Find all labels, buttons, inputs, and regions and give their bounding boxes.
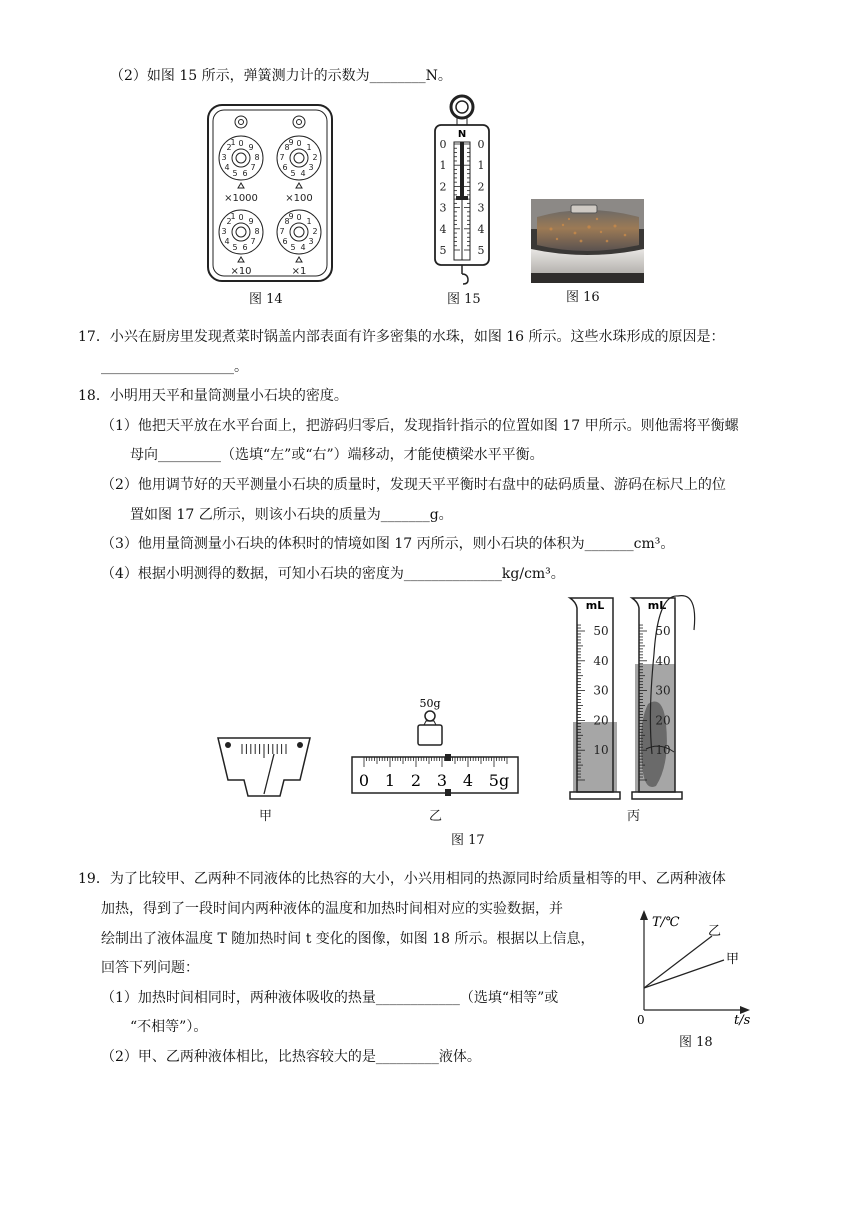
q18-part3: （3）他用量筒测量小石块的体积时的情境如图 17 丙所示，则小石块的体积为_______cm³。 xyxy=(101,536,675,552)
fig15-spring-scale xyxy=(431,94,493,284)
svg-text:0: 0 xyxy=(238,213,244,222)
svg-text:6: 6 xyxy=(282,163,288,172)
q18-part2b: 置如图 17 乙所示，则该小石块的质量为_______g。 xyxy=(130,507,453,523)
cyl-tick-label: 10 xyxy=(655,743,671,758)
scale-label: 4 xyxy=(477,222,485,236)
cyl-tick-label: 50 xyxy=(593,624,609,638)
svg-text:8: 8 xyxy=(254,227,260,236)
scale-label: 2 xyxy=(439,180,447,194)
line-jia-label: 甲 xyxy=(726,952,740,967)
fig18-graph xyxy=(628,908,756,1030)
dial-label: ×1000 xyxy=(224,193,258,204)
q19-part1b: “不相等”）。 xyxy=(130,1019,208,1035)
scale-label: 1 xyxy=(439,159,447,173)
svg-text:8: 8 xyxy=(284,143,290,152)
cyl-tick-label: 10 xyxy=(593,743,609,758)
svg-text:7: 7 xyxy=(279,227,285,236)
svg-text:5: 5 xyxy=(290,169,296,178)
scale-label: 3 xyxy=(477,201,485,215)
weight-label: 50g xyxy=(419,697,441,710)
svg-text:8: 8 xyxy=(254,153,260,162)
fig17-yi-label: 乙 xyxy=(429,809,443,824)
q18-part2a: （2）他用调节好的天平测量小石块的质量时，发现天平平衡时右盘中的砝码质量、游码在标尺上的位 xyxy=(101,477,726,493)
q18-part1b: 母向_________（选填“左”或“右”）端移动，才能使横梁水平平衡。 xyxy=(130,447,544,463)
svg-text:0: 0 xyxy=(296,213,302,222)
svg-text:5: 5 xyxy=(232,169,238,178)
svg-text:8: 8 xyxy=(284,217,290,226)
svg-text:0: 0 xyxy=(296,139,302,148)
svg-text:2: 2 xyxy=(226,143,232,152)
rider-scale-label: 5g xyxy=(488,771,510,790)
svg-text:3: 3 xyxy=(308,237,314,246)
scale-label: 5 xyxy=(439,244,447,257)
fig17-yi-rider xyxy=(350,695,522,801)
fig17-jia-pointer xyxy=(214,730,314,800)
svg-text:4: 4 xyxy=(300,169,306,178)
q18-part1a: （1）他把天平放在水平台面上，把游码归零后，发现指针指示的位置如图 17 甲所示。则他需将平衡螺 xyxy=(101,418,739,434)
scale-label: 5 xyxy=(477,244,485,257)
fig14-caption: 图 14 xyxy=(249,292,283,307)
cyl-tick-label: 30 xyxy=(655,683,671,698)
rider-scale-label: 4 xyxy=(462,771,474,790)
fig17-caption: 图 17 xyxy=(451,833,485,848)
rider-scale-label: 2 xyxy=(410,771,422,790)
cyl-unit: mL xyxy=(585,599,605,612)
fig16-caption: 图 16 xyxy=(566,290,600,305)
q19-line1: 19．为了比较甲、乙两种不同液体的比热容的大小，小兴用相同的热源同时给质量相等的甲、乙两种液体 xyxy=(78,871,726,887)
rider-scale-label: 3 xyxy=(436,771,448,790)
graph-origin: 0 xyxy=(637,1013,645,1027)
svg-text:7: 7 xyxy=(250,163,256,172)
cyl-tick-label: 50 xyxy=(655,624,671,638)
svg-text:3: 3 xyxy=(221,227,227,236)
svg-text:1: 1 xyxy=(230,138,236,147)
svg-text:7: 7 xyxy=(279,153,285,162)
svg-text:7: 7 xyxy=(250,237,256,246)
svg-text:3: 3 xyxy=(221,153,227,162)
fig18-caption: 图 18 xyxy=(679,1035,713,1050)
cyl-tick-label: 40 xyxy=(655,653,671,668)
scale-label: 2 xyxy=(477,180,485,194)
scale-label: 4 xyxy=(439,222,447,236)
graph-ylabel: T/℃ xyxy=(652,915,680,930)
svg-text:2: 2 xyxy=(312,153,318,162)
rider-scale-label: 0 xyxy=(358,771,370,790)
q18-stem: 18．小明用天平和量筒测量小石块的密度。 xyxy=(78,388,348,404)
scale-label: 0 xyxy=(439,138,447,151)
svg-text:9: 9 xyxy=(248,143,254,152)
svg-text:4: 4 xyxy=(224,163,230,172)
fig17-bing-label: 丙 xyxy=(627,809,641,824)
dial-label: ×10 xyxy=(230,266,252,277)
q19-line4: 回答下列问题： xyxy=(101,960,199,976)
q19-part1a: （1）加热时间相同时，两种液体吸收的热量____________（选填“相等”或 xyxy=(101,990,559,1006)
cyl-tick-label: 40 xyxy=(593,653,609,668)
q16-part2: （2）如图 15 所示，弹簧测力计的示数为________N。 xyxy=(110,68,452,84)
scale-label: 1 xyxy=(477,159,485,173)
svg-text:3: 3 xyxy=(308,163,314,172)
svg-text:5: 5 xyxy=(290,243,296,252)
q19-part2: （2）甲、乙两种液体相比，比热容较大的是_________液体。 xyxy=(101,1049,481,1065)
q18-part4: （4）根据小明测得的数据，可知小石块的密度为______________kg/cm³。 xyxy=(101,566,565,582)
graph-xlabel: t/s xyxy=(734,1013,751,1028)
q19-line3: 绘制出了液体温度 T 随加热时间 t 变化的图像，如图 18 所示。根据以上信息， xyxy=(101,931,595,947)
svg-text:9: 9 xyxy=(288,212,294,221)
svg-text:2: 2 xyxy=(226,217,232,226)
svg-text:1: 1 xyxy=(230,212,236,221)
dial-label: ×100 xyxy=(285,193,313,204)
scale-label: 3 xyxy=(439,201,447,215)
fig16-photo xyxy=(531,199,644,283)
q19-line2: 加热，得到了一段时间内两种液体的温度和加热时间相对应的实验数据，并 xyxy=(101,901,563,917)
svg-text:6: 6 xyxy=(282,237,288,246)
svg-text:2: 2 xyxy=(312,227,318,236)
cyl-unit: mL xyxy=(647,599,667,612)
fig17-jia-label: 甲 xyxy=(259,809,273,824)
svg-text:9: 9 xyxy=(248,217,254,226)
svg-text:5: 5 xyxy=(232,243,238,252)
cyl-tick-label: 30 xyxy=(593,683,609,698)
cyl-tick-label: 20 xyxy=(593,713,609,728)
fig14-meter xyxy=(207,104,333,282)
svg-text:9: 9 xyxy=(288,138,294,147)
q17-line1: 17．小兴在厨房里发现煮菜时锅盖内部表面有许多密集的水珠，如图 16 所示。这些水珠形成的原因是： xyxy=(78,329,725,345)
svg-text:4: 4 xyxy=(224,237,230,246)
rider-scale-label: 1 xyxy=(384,771,396,790)
svg-text:0: 0 xyxy=(238,139,244,148)
fig15-caption: 图 15 xyxy=(447,292,481,307)
svg-text:6: 6 xyxy=(242,169,248,178)
unit-label: N xyxy=(457,129,467,140)
line-yi-label: 乙 xyxy=(708,924,722,939)
svg-text:6: 6 xyxy=(242,243,248,252)
svg-text:1: 1 xyxy=(306,143,312,152)
svg-text:4: 4 xyxy=(300,243,306,252)
q17-line2: ___________________。 xyxy=(101,359,248,375)
svg-text:1: 1 xyxy=(306,217,312,226)
fig17-bing-cylinders xyxy=(568,594,708,802)
dial-label: ×1 xyxy=(291,266,307,277)
scale-label: 0 xyxy=(477,138,485,151)
cyl-tick-label: 20 xyxy=(655,713,671,728)
